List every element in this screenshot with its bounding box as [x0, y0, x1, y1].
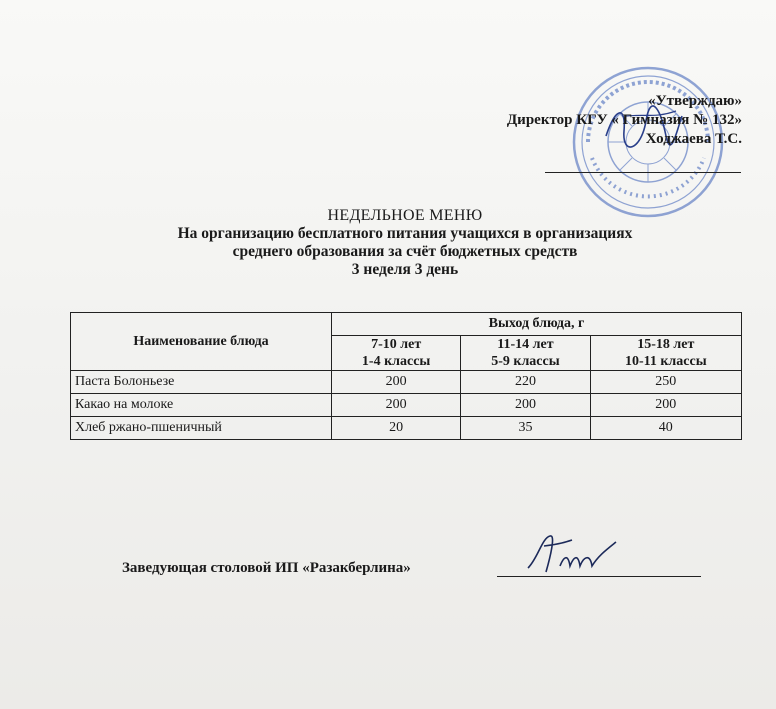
portion-value: 200 [461, 394, 590, 417]
manager-signature [520, 528, 620, 578]
document-title [100, 207, 710, 279]
portion-value: 200 [332, 371, 461, 394]
title-line-4: 3 неделя 3 день [351, 261, 459, 278]
portion-value: 220 [461, 371, 590, 394]
grades-label: 5-9 классы [491, 354, 560, 369]
age-group-header [590, 336, 741, 371]
approval-name: Ходжаева Т.С. [645, 131, 742, 147]
menu-table [70, 312, 742, 440]
title-line-3: среднего образования за счёт бюджетных средств [232, 243, 578, 260]
portion-value: 200 [332, 394, 461, 417]
header-dish-name: Наименование блюда [71, 313, 332, 371]
title-main: НЕДЕЛЬНОЕ МЕНЮ [327, 207, 483, 224]
title-line-2: На организацию бесплатного питания учащихся в организациях [177, 225, 633, 242]
age-label: 11-14 лет [497, 337, 554, 352]
approval-heading: «Утверждаю» [648, 93, 742, 109]
portion-value: 200 [590, 394, 741, 417]
age-group-header [332, 336, 461, 371]
table-row [71, 371, 742, 394]
age-group-header [461, 336, 590, 371]
portion-value: 35 [461, 417, 590, 440]
header-output: Выход блюда, г [332, 313, 742, 336]
age-label: 7-10 лет [371, 337, 422, 352]
grades-label: 1-4 классы [361, 354, 431, 369]
dish-name: Какао на молоке [71, 394, 332, 417]
canteen-manager-label: Заведующая столовой ИП «Разакберлина» [122, 560, 411, 576]
table-header-row [71, 313, 742, 336]
table-row [71, 417, 742, 440]
dish-name: Хлеб ржано-пшеничный [71, 417, 332, 440]
portion-value: 250 [590, 371, 741, 394]
approval-block [442, 92, 742, 149]
grades-label: 10-11 классы [624, 354, 707, 369]
approval-position: Директор КГУ « Гимназия № 132» [506, 112, 742, 128]
portion-value: 40 [590, 417, 741, 440]
approval-signature-line [545, 172, 741, 173]
age-label: 15-18 лет [637, 337, 695, 352]
table-row [71, 394, 742, 417]
dish-name: Паста Болоньезе [71, 371, 332, 394]
portion-value: 20 [332, 417, 461, 440]
